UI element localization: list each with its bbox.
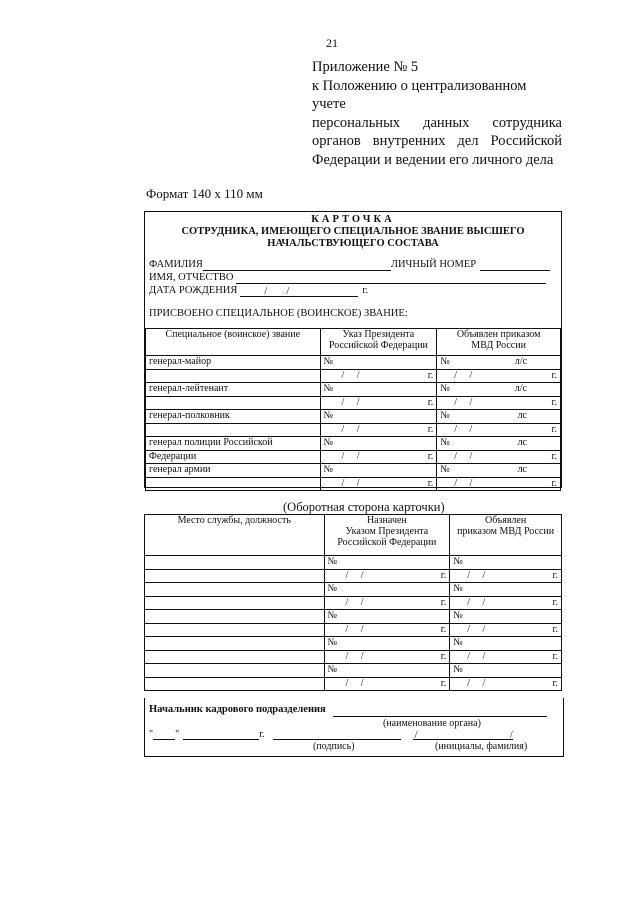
- rank-cell: генерал-майор: [146, 356, 321, 370]
- service-place-cell[interactable]: [145, 610, 325, 624]
- service-table: [144, 514, 562, 691]
- card-front: [144, 211, 562, 488]
- col-decree-line1: Указ Президента: [342, 329, 415, 340]
- announced-date-cell[interactable]: / / г.: [450, 650, 562, 664]
- decree-date-cell[interactable]: / / г.: [320, 450, 437, 464]
- service-place-cell[interactable]: [145, 650, 325, 664]
- rank-cell: генерал полиции Российской: [146, 437, 321, 451]
- ranks-table: [145, 328, 561, 491]
- surname-field[interactable]: [203, 260, 391, 271]
- service-place-cell[interactable]: [145, 637, 325, 651]
- decree-date-cell[interactable]: / / г.: [320, 369, 437, 383]
- appointed-date-cell[interactable]: / / г.: [324, 650, 450, 664]
- decree-no-cell[interactable]: №: [320, 410, 437, 424]
- signature-block: [144, 698, 564, 757]
- card-heading-title: КАРТОЧКА: [311, 214, 395, 225]
- signature-field[interactable]: [273, 729, 401, 740]
- service-place-cell[interactable]: [145, 677, 325, 691]
- birth-label: ДАТА РОЖДЕНИЯ: [149, 285, 238, 296]
- service-place-cell[interactable]: [145, 556, 325, 570]
- col-rank-header: Специальное (воинское) звание: [146, 329, 321, 356]
- org-field[interactable]: [333, 706, 547, 717]
- col-order-line2: МВД России: [471, 340, 526, 351]
- announced-date-cell[interactable]: / / г.: [450, 623, 562, 637]
- announced-no-cell[interactable]: №: [450, 664, 562, 678]
- rank-cell: генерал армии: [146, 464, 321, 478]
- service-place-cell[interactable]: [145, 623, 325, 637]
- announced-no-cell[interactable]: №: [450, 556, 562, 570]
- col-service-header: Место службы, должность: [145, 515, 325, 556]
- surname-label: ФАМИЛИЯ: [149, 259, 203, 270]
- signature-line: " " г. / /: [149, 729, 513, 741]
- chief-label: Начальник кадрового подразделения: [149, 704, 326, 715]
- col-announced-line2: приказом МВД России: [457, 526, 555, 537]
- col-appointed-header: [324, 515, 450, 556]
- col-decree-header: [320, 329, 437, 356]
- order-no-cell[interactable]: № лс: [437, 437, 561, 451]
- birth-field[interactable]: / /: [240, 286, 358, 297]
- order-date-cell[interactable]: / / г.: [437, 396, 561, 410]
- decree-no-cell[interactable]: №: [320, 383, 437, 397]
- personal-fields: [145, 250, 561, 320]
- order-date-cell[interactable]: / / г.: [437, 423, 561, 437]
- col-appointed-line1: Назначен: [366, 515, 407, 526]
- decree-date-cell[interactable]: / / г.: [320, 396, 437, 410]
- rank-cell-empty: [146, 396, 321, 410]
- appointed-no-cell[interactable]: №: [324, 664, 450, 678]
- order-date-cell[interactable]: / / г.: [437, 450, 561, 464]
- decree-date-cell[interactable]: / / г.: [320, 423, 437, 437]
- appointed-no-cell[interactable]: №: [324, 637, 450, 651]
- rank-cell-empty: [146, 369, 321, 383]
- rank-cell-continued: Федерации: [146, 450, 321, 464]
- decree-no-cell[interactable]: №: [320, 437, 437, 451]
- service-place-cell[interactable]: [145, 664, 325, 678]
- rank-cell: генерал-лейтенант: [146, 383, 321, 397]
- decree-no-cell[interactable]: №: [320, 464, 437, 478]
- announced-date-cell[interactable]: / / г.: [450, 677, 562, 691]
- order-no-cell[interactable]: № л/с: [437, 383, 561, 397]
- col-announced-header: [450, 515, 562, 556]
- order-date-cell[interactable]: / / г.: [437, 369, 561, 383]
- back-side-title: (Оборотная сторона карточки): [283, 500, 445, 514]
- appendix-line-3: органов внутренних дел Российской: [312, 133, 562, 149]
- appendix-line-2: персональных данных сотрудника: [312, 114, 562, 131]
- service-place-cell[interactable]: [145, 583, 325, 597]
- order-date-cell[interactable]: / / г.: [437, 477, 561, 491]
- rank-cell: генерал-полковник: [146, 410, 321, 424]
- initials-field[interactable]: / /: [414, 730, 513, 741]
- appendix-header: [312, 58, 562, 169]
- appointed-date-cell[interactable]: / / г.: [324, 569, 450, 583]
- col-decree-line2: Российской Федерации: [328, 340, 428, 351]
- appointed-no-cell[interactable]: №: [324, 583, 450, 597]
- col-order-header: [437, 329, 561, 356]
- initials-caption: (инициалы, фамилия): [435, 741, 528, 752]
- card-heading: [145, 212, 561, 250]
- decree-no-cell[interactable]: №: [320, 356, 437, 370]
- assigned-label: ПРИСВОЕНО СПЕЦИАЛЬНОЕ (ВОИНСКОЕ) ЗВАНИЕ:: [149, 308, 408, 319]
- col-appointed-line2: Указом Президента: [345, 526, 429, 537]
- card-heading-line3: НАЧАЛЬСТВУЮЩЕГО СОСТАВА: [267, 238, 439, 249]
- card-heading-line2: СОТРУДНИКА, ИМЕЮЩЕГО СПЕЦИАЛЬНОЕ ЗВАНИЕ ВЫСШЕГО: [181, 226, 525, 237]
- birth-year-suffix: г.: [362, 285, 369, 296]
- appointed-no-cell[interactable]: №: [324, 556, 450, 570]
- format-label: Формат 140 х 110 мм: [146, 186, 263, 201]
- order-no-cell[interactable]: № л/с: [437, 356, 561, 370]
- announced-date-cell[interactable]: / / г.: [450, 569, 562, 583]
- announced-no-cell[interactable]: №: [450, 610, 562, 624]
- order-no-cell[interactable]: № лс: [437, 410, 561, 424]
- appendix-line-4: Федерации и ведении его личного дела: [312, 151, 554, 168]
- name-label: ИМЯ, ОТЧЕСТВО: [149, 272, 234, 283]
- rank-cell-empty: [146, 423, 321, 437]
- appointed-no-cell[interactable]: №: [324, 610, 450, 624]
- month-field[interactable]: [183, 729, 259, 740]
- name-field[interactable]: [236, 273, 546, 284]
- day-field[interactable]: [153, 729, 175, 740]
- rank-cell-empty: [146, 477, 321, 491]
- personal-no-field[interactable]: [480, 260, 550, 271]
- decree-date-cell[interactable]: / / г.: [320, 477, 437, 491]
- personal-no-label: ЛИЧНЫЙ НОМЕР: [390, 259, 477, 270]
- announced-date-cell[interactable]: / / г.: [450, 596, 562, 610]
- appendix-line-1: к Положению о централизованном учете: [312, 77, 527, 112]
- page-number: 21: [326, 36, 338, 50]
- org-caption: (наименование органа): [383, 718, 481, 729]
- appointed-date-cell[interactable]: / / г.: [324, 623, 450, 637]
- appointed-date-cell[interactable]: / / г.: [324, 677, 450, 691]
- col-order-line1: Объявлен приказом: [456, 329, 541, 340]
- col-announced-line1: Объявлен: [485, 515, 527, 526]
- signature-caption: (подпись): [313, 741, 355, 752]
- appointed-date-cell[interactable]: / / г.: [324, 596, 450, 610]
- col-appointed-line3: Российской Федерации: [337, 537, 437, 548]
- service-place-cell[interactable]: [145, 569, 325, 583]
- appendix-title: Приложение № 5: [312, 59, 419, 75]
- service-place-cell[interactable]: [145, 596, 325, 610]
- announced-no-cell[interactable]: №: [450, 583, 562, 597]
- order-no-cell[interactable]: № лс: [437, 464, 561, 478]
- announced-no-cell[interactable]: №: [450, 637, 562, 651]
